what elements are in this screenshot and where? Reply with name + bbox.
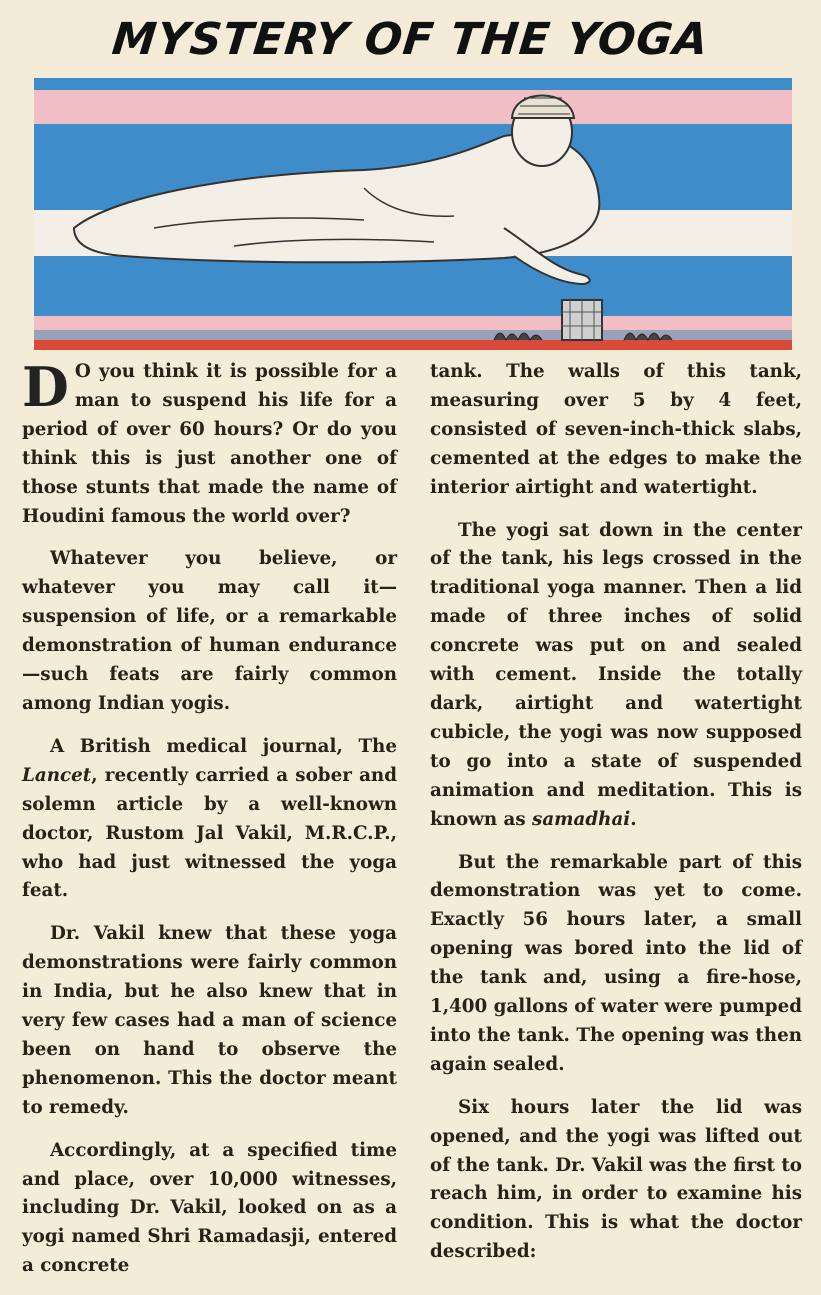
paragraph: Six hours later the lid was opened, and the yogi was lifted out of the tank. Dr. Vakil was the first to reach him, in order to examine his condition. This is what the doctor described: (430, 1096, 802, 1263)
article-title: MYSTERY OF THE YOGA (109, 14, 712, 65)
paragraph: Accordingly, at a specified time and place, over 10,000 witnesses, including Dr. Vakil, looked on as a yogi named Shri Ramadasji, entered a concrete (22, 1139, 397, 1277)
lower-pink-band (34, 316, 792, 330)
pink-band (34, 90, 792, 124)
paragraph: D O you think it is possible for a man to suspend his life for a period of over 60 hours? Or do you think this is just another one of those stunts that made the name of Houdini famous the world over? (22, 355, 397, 527)
right-column (430, 358, 802, 1281)
left-column (22, 355, 397, 1295)
paragraph: But the remarkable part of this demonstration was yet to come. Exactly 56 hours later, a small opening was bored into the lid of the tank and, using a fire-hose, 1,400 gallons of water were pumped into the tank. The opening was then again sealed. (430, 851, 802, 1075)
red-ground (34, 340, 792, 350)
paragraph: Dr. Vakil knew that these yoga demonstrations were fairly common in India, but he also knew that in very few cases had a man of science been on hand to observe the phenomenon. This the doctor meant to remedy. (22, 923, 397, 1118)
paragraph: Whatever you believe, or whatever you may call it—suspension of life, or a remarkable demonstration of human endurance—such feats are fairly common among Indian yogis. (22, 548, 397, 714)
paragraph: The yogi sat down in the center of the tank, his legs crossed in the traditional yoga manner. Then a lid made of three inches of solid concrete was put on and sealed with cement. Inside the totally dark, airtight and watertight cubicle, the yogi was now supposed to go into a state of suspended animation and meditation. This is known as samadhai. (430, 519, 802, 830)
paragraph: A British medical journal, The Lancet, recently carried a sober and solemn article by a well-known doctor, Rustom Jal Vakil, M.R.C.P., who had just witnessed the yoga feat. (22, 735, 397, 902)
paragraph: tank. The walls of this tank, measuring over 5 by 4 feet, consisted of seven-inch-thick slabs, cemented at the edges to make the interior airtight and watertight. (430, 361, 802, 498)
drop-cap: D (22, 355, 69, 419)
ground-band (34, 330, 792, 340)
yogi-illustration (34, 78, 792, 350)
